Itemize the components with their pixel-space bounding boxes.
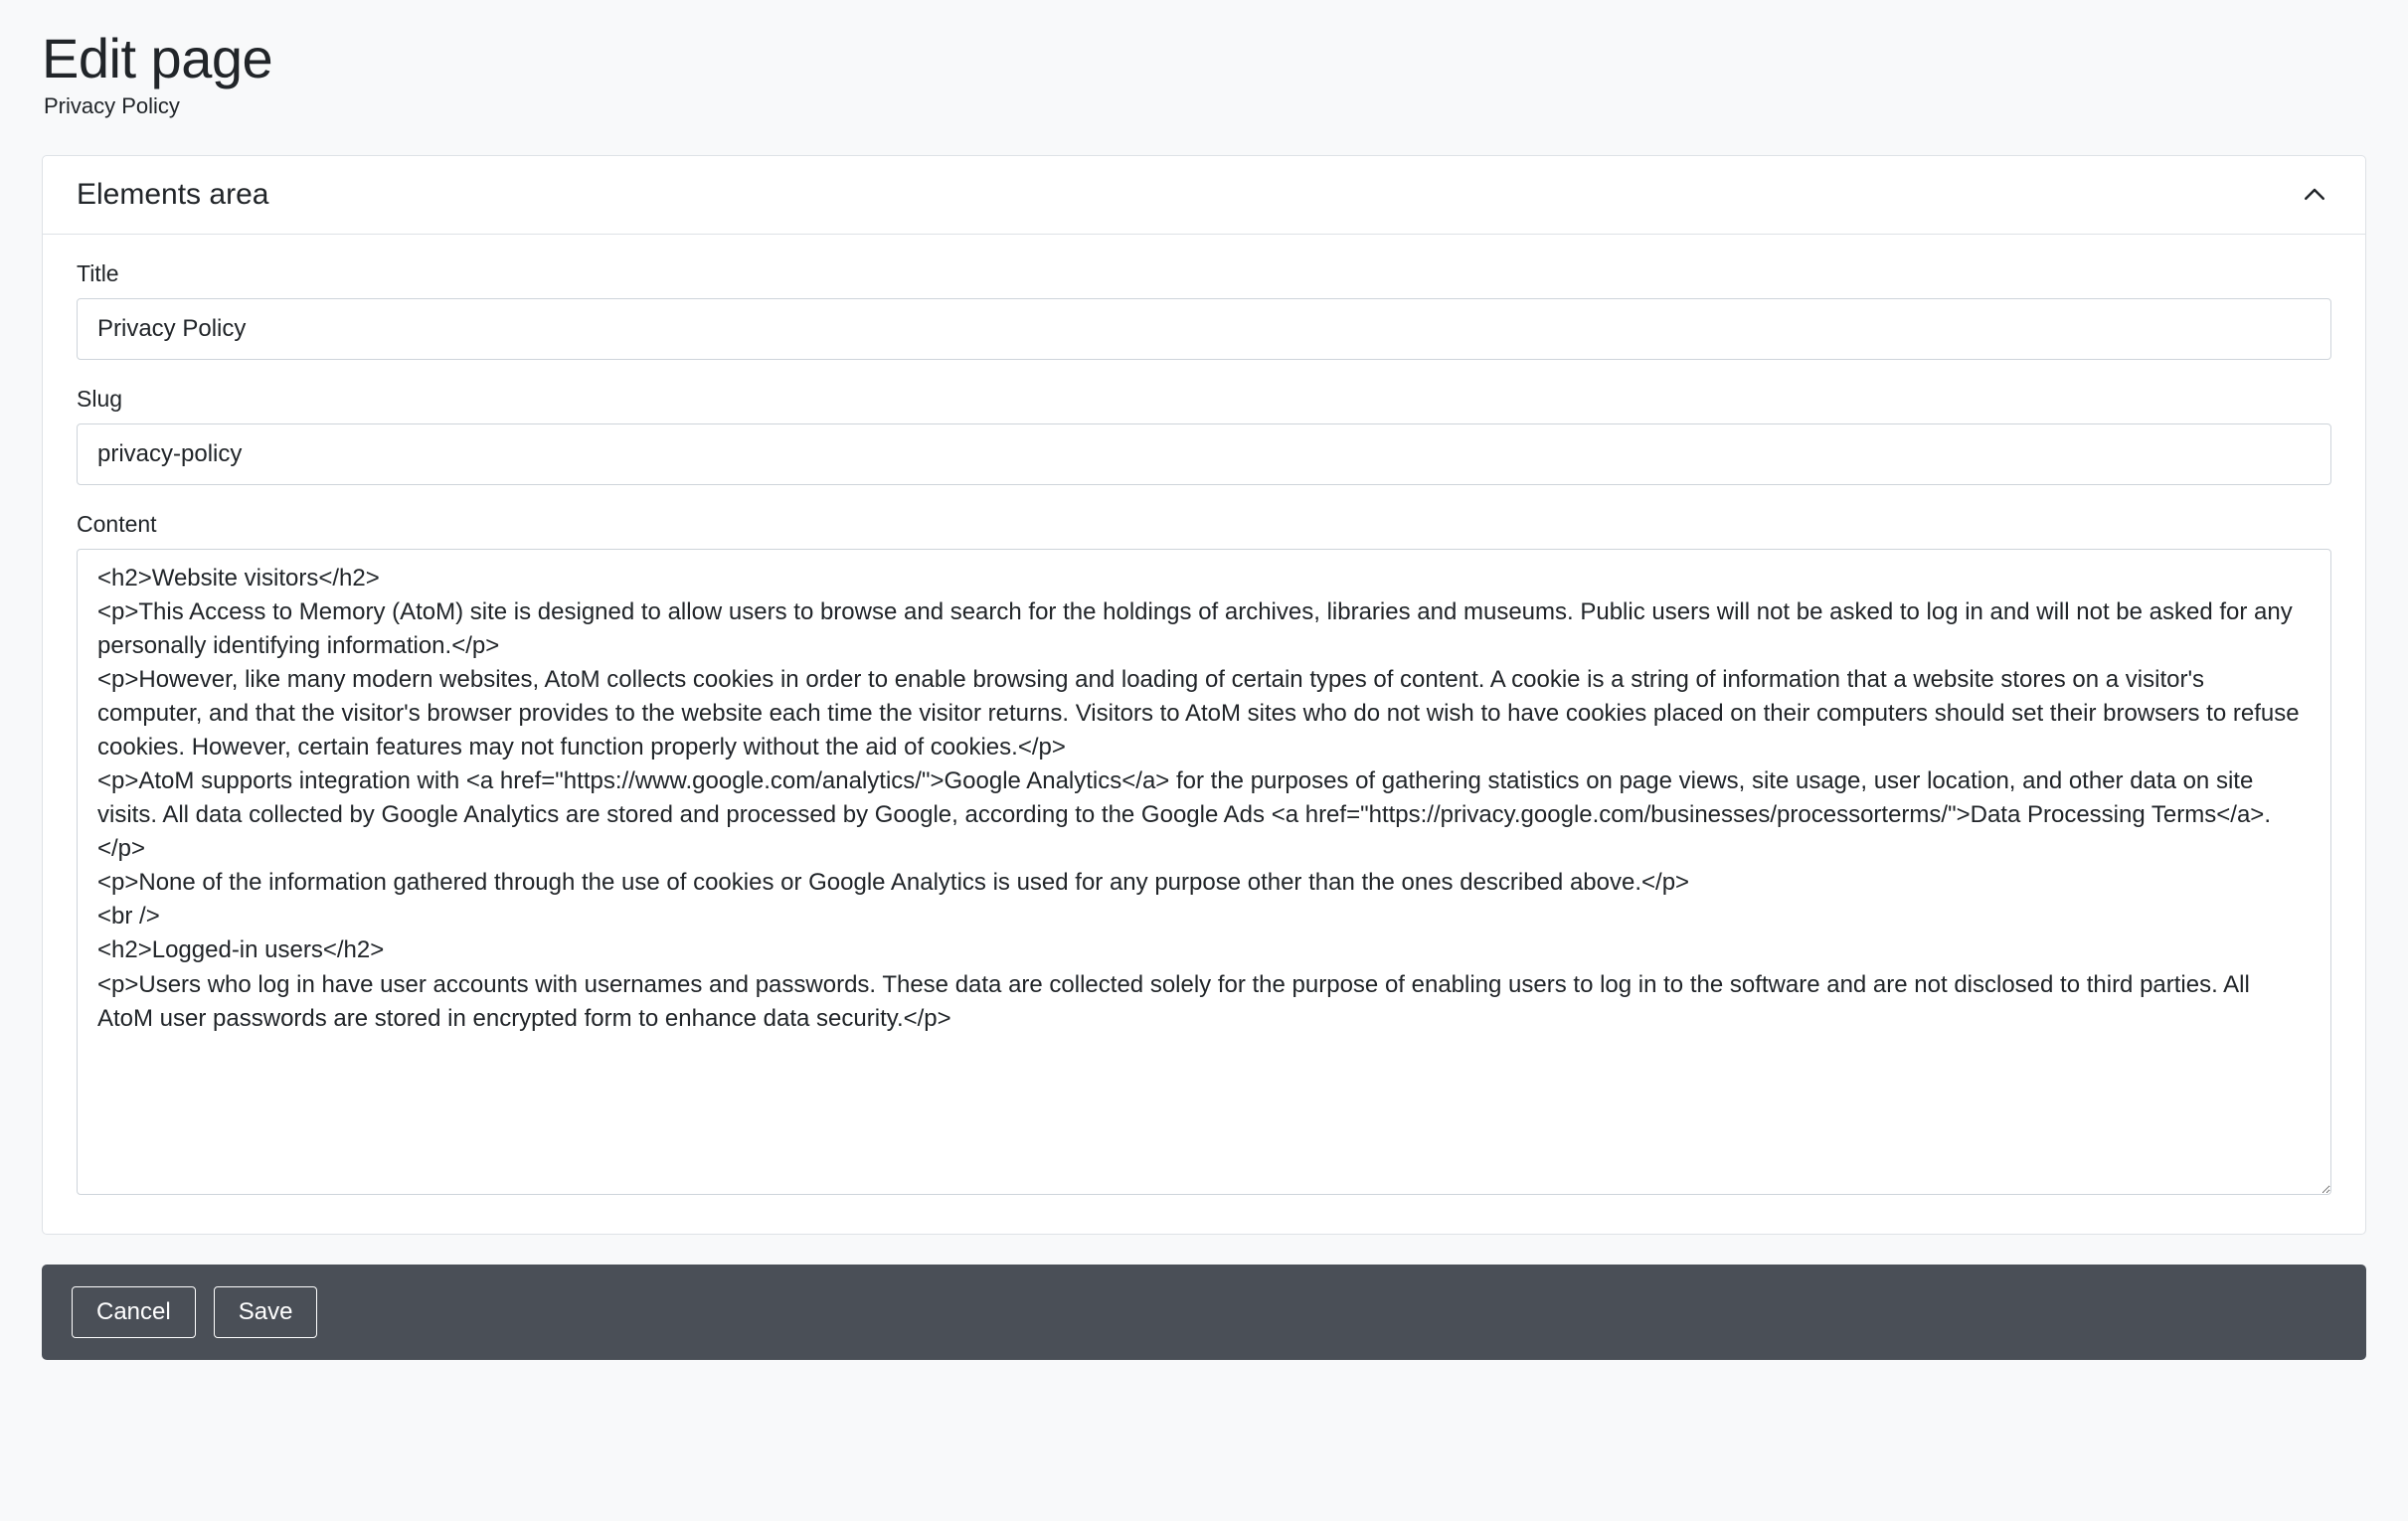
elements-area-body xyxy=(43,235,2365,1234)
slug-field-group xyxy=(77,386,2331,485)
title-input[interactable] xyxy=(77,298,2331,360)
title-field-group xyxy=(77,260,2331,360)
content-field-group xyxy=(77,511,2331,1200)
elements-area-header[interactable] xyxy=(43,156,2365,235)
content-textarea[interactable] xyxy=(77,549,2331,1195)
content-label: Content xyxy=(77,510,157,537)
page-subtitle: Privacy Policy xyxy=(44,92,180,118)
slug-input[interactable] xyxy=(77,423,2331,485)
slug-label: Slug xyxy=(77,385,123,412)
elements-area-panel xyxy=(42,155,2366,1235)
title-label: Title xyxy=(77,259,119,286)
elements-area-title: Elements area xyxy=(77,177,269,211)
save-button[interactable]: Save xyxy=(214,1286,318,1339)
cancel-button[interactable]: Cancel xyxy=(72,1286,196,1339)
page-title: Edit page xyxy=(42,27,273,89)
chevron-up-icon[interactable] xyxy=(2298,178,2331,212)
form-actions-bar xyxy=(42,1265,2366,1361)
